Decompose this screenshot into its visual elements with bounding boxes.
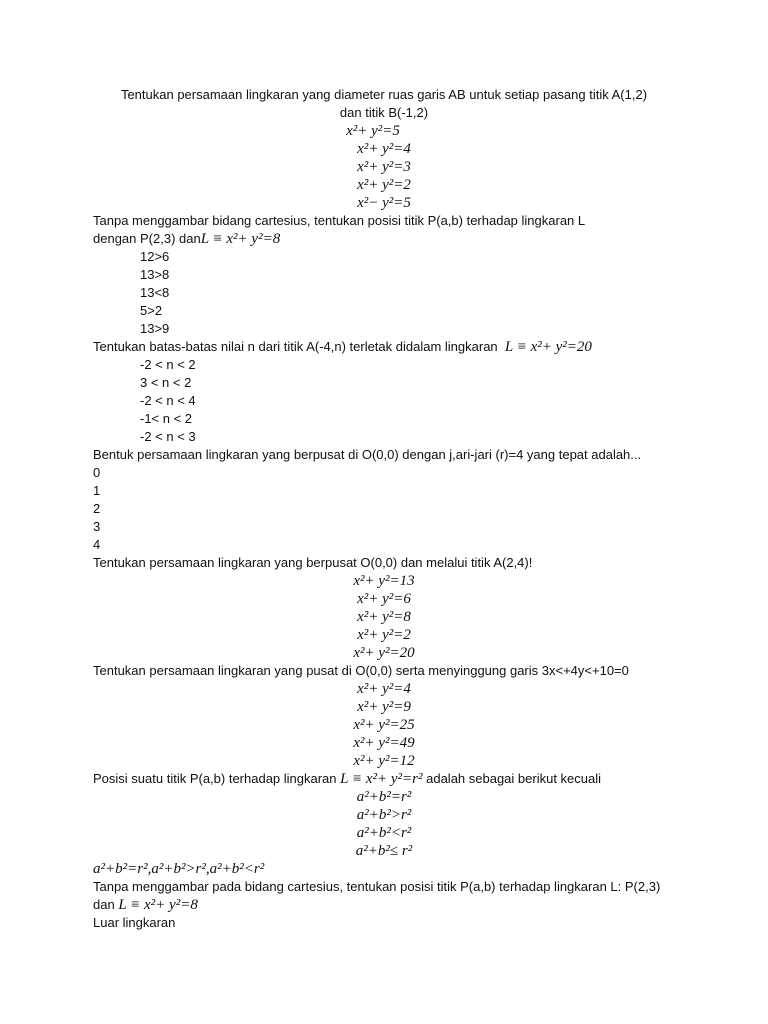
- q7-option: a²+b²≤ r²: [355, 843, 413, 859]
- q2-option: 5>2: [140, 303, 163, 318]
- question-7-line: [93, 770, 675, 788]
- question-4-text: Bentuk persamaan lingkaran yang berpusat di O(0,0) dengan j,ari-jari (r)=4 yang tepat adalah...: [93, 447, 642, 462]
- q5-option: x²+ y²=6: [357, 591, 411, 607]
- q6-option: x²+ y²=9: [357, 699, 411, 715]
- q4-option: 0: [93, 465, 101, 480]
- q3-option: -2 < n < 3: [140, 429, 196, 444]
- question-1-text-cont: dan titik B(-1,2): [339, 105, 429, 120]
- question-2-text-cont: [93, 230, 675, 248]
- q6-option: x²+ y²=25: [353, 717, 415, 733]
- q4-option: 3: [93, 519, 101, 534]
- q7-option: a²+b²=r²: [356, 789, 412, 805]
- question-8-math: L ≡ x²+ y²=8: [118, 897, 198, 913]
- q4-option: 2: [93, 501, 101, 516]
- q4-option: 4: [93, 537, 101, 552]
- question-3-math: L ≡ x²+ y²=20: [504, 339, 592, 355]
- q8-answer: Luar lingkaran: [93, 915, 176, 930]
- q5-option: x²+ y²=2: [357, 627, 411, 643]
- q5-option: x²+ y²=20: [353, 645, 415, 661]
- q6-option: x²+ y²=4: [357, 681, 411, 697]
- q2-option: 12>6: [140, 249, 170, 264]
- question-7-text-b: adalah sebagai berikut kecuali: [426, 771, 602, 786]
- question-2-text: Tanpa menggambar bidang cartesius, tentukan posisi titik P(a,b) terhadap lingkaran L: [93, 213, 586, 228]
- question-3-line: [93, 338, 675, 356]
- question-8-text: Tanpa menggambar pada bidang cartesius, tentukan posisi titik P(a,b) terhadap lingkaran L: P(2,3): [93, 879, 661, 894]
- question-8-text-b: dan: [93, 897, 115, 912]
- q4-option: 1: [93, 483, 101, 498]
- question-6-text: Tentukan persamaan lingkaran yang pusat di O(0,0) serta menyinggung garis 3x<+4y<+10=0: [93, 663, 629, 678]
- q6-option: x²+ y²=12: [353, 753, 415, 769]
- q7-answer-line: a²+b²=r²,a²+b²>r²,a²+b²<r²: [93, 861, 265, 877]
- q3-option: 3 < n < 2: [140, 375, 192, 390]
- q1-option: x²+ y²=4: [357, 141, 411, 157]
- q3-option: -2 < n < 2: [140, 357, 196, 372]
- q7-option: a²+b²>r²: [356, 807, 412, 823]
- question-1-text: Tentukan persamaan lingkaran yang diameter ruas garis AB untuk setiap pasang titik A(1,2): [120, 87, 648, 102]
- question-2-text-b: dengan P(2,3) dan: [93, 231, 201, 246]
- question-5-text: Tentukan persamaan lingkaran yang berpusat O(0,0) dan melalui titik A(2,4)!: [93, 555, 533, 570]
- document-page: [93, 86, 675, 932]
- q6-option: x²+ y²=49: [353, 735, 415, 751]
- q2-option: 13>8: [140, 267, 170, 282]
- question-7-text-a: Posisi suatu titik P(a,b) terhadap lingkaran: [93, 771, 337, 786]
- q1-option: x²+ y²=3: [357, 159, 411, 175]
- q1-option: x²+ y²=2: [357, 177, 411, 193]
- q1-option: x²− y²=5: [357, 195, 411, 211]
- q2-option: 13<8: [140, 285, 170, 300]
- q2-option: 13>9: [140, 321, 170, 336]
- question-8-line: [93, 896, 675, 914]
- question-2-math: L ≡ x²+ y²=8: [200, 231, 281, 247]
- q3-option: -2 < n < 4: [140, 393, 196, 408]
- question-3-text: Tentukan batas-batas nilai n dari titik A(-4,n) terletak didalam lingkaran: [93, 339, 498, 354]
- q1-option: x²+ y²=5: [346, 123, 400, 139]
- q5-option: x²+ y²=8: [357, 609, 411, 625]
- q5-option: x²+ y²=13: [353, 573, 415, 589]
- q3-option: -1< n < 2: [140, 411, 193, 426]
- question-7-math: L ≡ x²+ y²=r²: [340, 771, 423, 787]
- q7-option: a²+b²<r²: [356, 825, 412, 841]
